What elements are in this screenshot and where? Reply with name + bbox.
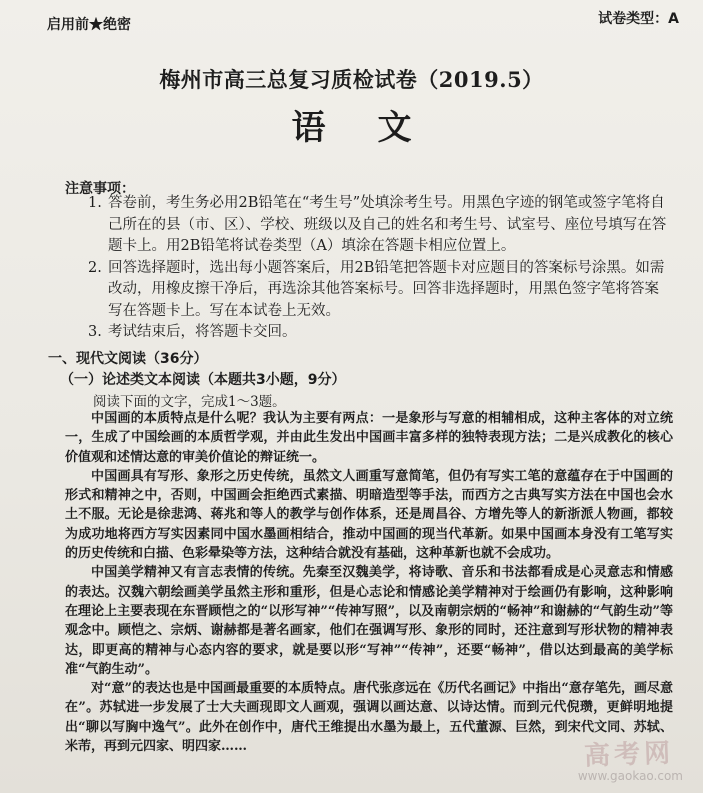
reading-instruction: 阅读下面的文字，完成1～3题。 (93, 394, 286, 410)
notice-list (88, 193, 673, 344)
notice-item-number: 3. (88, 324, 102, 340)
passage-paragraph: 对“意”的表达也是中国画最重要的本质特点。唐代张彦远在《历代名画记》中指出“意存笔先，画尽意在”。苏轼进一步发展了士大夫画现即文人画观，强调以画达意、以诗达情。而到元代倪瓒，更鲜明地提出“聊以写胸中逸气”。此外在创作中，唐代王维提出水墨为最上，五代董源、巨然，到宋代文同、苏轼、米芾，再到元四家、明四家…… (65, 681, 673, 755)
subject-title: 语文 (291, 108, 464, 148)
notice-item-text: 回答选择题时，选出每小题答案后，用2B铅笔把答题卡对应题目的答案标号涂黑。如需改动，用橡皮擦干净后，再选涂其他答案标号。回答非选择题时，用黑色签字笔将答案写在答题卡上。写在本试卷上无效。 (108, 259, 665, 319)
notice-item-text: 答卷前，考生务必用2B铅笔在“考生号”处填涂考生号。用黑色字迹的钢笔或签字笔将自己所在的县（市、区）、学校、班级以及自己的姓名和考生号、试室号、座位号填写在答题卡上。用2B铅笔将试卷类型（A）填涂在答题卡相应位置上。 (108, 195, 667, 254)
watermark-url: www.gaokao.com (577, 769, 683, 783)
exam-title: 梅州市高三总复习质检试卷（2019.5） (159, 67, 544, 92)
watermark-logo: 高考网 (583, 737, 675, 772)
passage-paragraph: 中国画的本质特点是什么呢？我认为主要有两点：一是象形与写意的相辅相成，这种主客体的对立统一，生成了中国绘画的本质哲学观，并由此生发出中国画丰富多样的独特表现方法；二是兴成教化的核心价值观和述情达意的审美价值论的辩证统一。 (65, 411, 673, 465)
confidential-label: 启用前★绝密 (47, 17, 131, 33)
passage-paragraph: 中国画具有写形、象形之历史传统，虽然文人画重写意简笔，但仍有写实工笔的意蕴存在于中国画的形式和精神之中，否则，中国画会拒绝西式素描、明暗造型等手法，而西方之古典写实方法在中国也会水土不服。无论是徐悲鸿、蒋兆和等人的教学与创作体系，还是周昌谷、方增先等人的新浙派人物画，都较为成功地将西方写实因素同中国水墨画相结合，推动中国画的现当代革新。如果中国画本身没有工笔写实的历史传统和白描、色彩晕染等方法，这种结合就没有基础，这种革新也就不会成功。 (65, 468, 673, 562)
section-heading: 一、现代文阅读（36分） (48, 351, 208, 367)
notice-item-text: 考试结束后，将答题卡交回。 (108, 324, 297, 340)
notice-item-number: 1. (88, 195, 102, 211)
notice-item (88, 322, 673, 344)
notice-heading: 注意事项： (65, 181, 135, 197)
notice-item (88, 258, 673, 323)
notice-item (88, 193, 673, 258)
notice-item-number: 2. (88, 259, 102, 276)
subsection-heading: （一）论述类文本阅读（本题共3小题，9分） (60, 372, 346, 388)
reading-passage (65, 409, 673, 756)
paper-type-label: 试卷类型：A (598, 11, 679, 27)
passage-paragraph: 中国美学精神又有言志表情的传统。先秦至汉魏美学，将诗歌、音乐和书法都看成是心灵意志和情感的表达。汉魏六朝绘画美学虽然主形和重形，但是心志论和情感论美学精神对于绘画仍有影响，这种影响在理论上主要表现在东晋顾恺之的“以形写神”“传神写照”，以及南朝宗炳的“畅神”和谢赫的“气韵生动”等观念中。顾恺之、宗炳、谢赫都是著名画家，他们在强调写形、象形的同时，还注意到写形状物的精神表达，即更高的精神与心态内容的要求，就是要以形“写神”“传神”，还要“畅神”，借以达到最高的美学标准“气韵生动”。 (65, 565, 673, 677)
